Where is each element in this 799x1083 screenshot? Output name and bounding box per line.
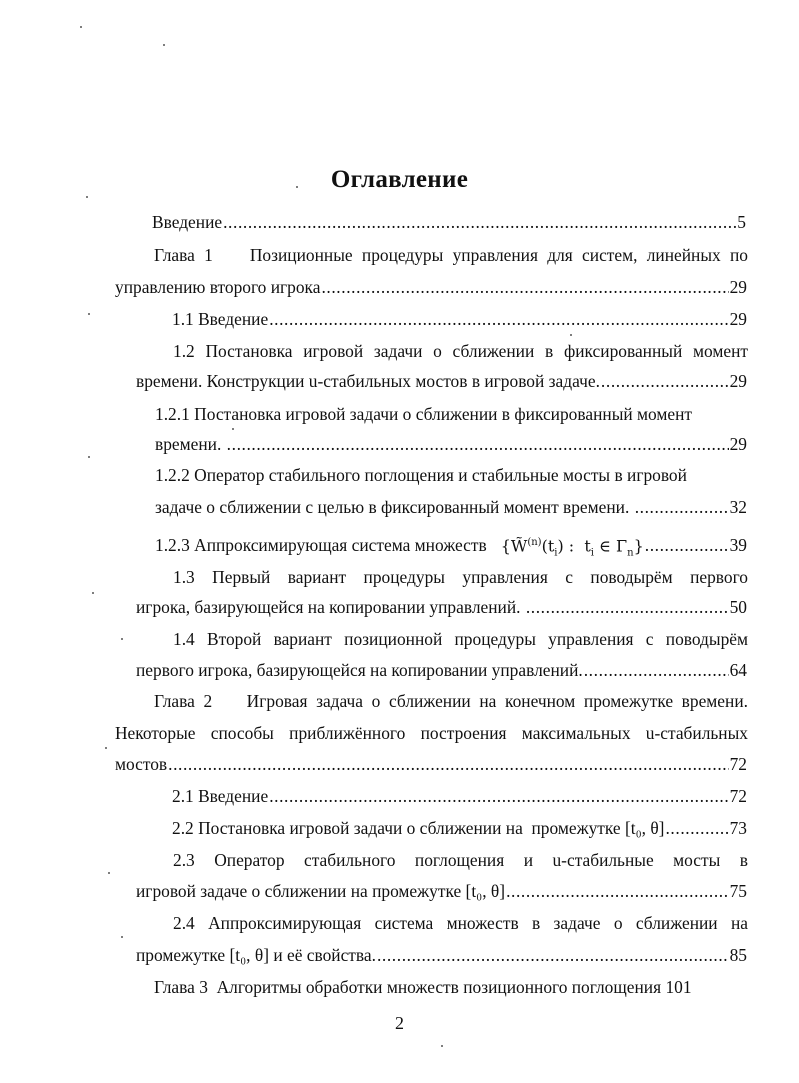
- toc-entry-1-2-1[interactable]: [155, 403, 741, 425]
- toc-entry-2-1[interactable]: [172, 785, 747, 807]
- toc-entry-text: 1.2 Постановка игровой задачи о сближении в фиксированный момент: [173, 341, 748, 361]
- toc-page-number: 73: [729, 818, 747, 838]
- toc-entry-introduction[interactable]: [152, 211, 746, 233]
- toc-entry-chapter-2-cont2[interactable]: [115, 753, 747, 775]
- toc-dot-leader: [321, 276, 728, 298]
- page-title: Оглавление: [330, 166, 469, 193]
- toc-dot-leader: [665, 817, 728, 839]
- toc-entry-text: 1.3 Первый вариант процедуры управления с поводырём первого: [173, 567, 748, 587]
- toc-page-number: 32: [729, 497, 747, 517]
- toc-page-number: 29: [729, 309, 747, 329]
- toc-dot-leader: [269, 785, 728, 807]
- toc-entry-text: 2.2 Постановка игровой задачи о сближении на промежутке [t₀, θ]: [172, 818, 665, 838]
- toc-entry-text: Некоторые способы приближённого построения максимальных u-стабильных: [115, 723, 748, 743]
- toc-dot-leader: [168, 753, 728, 775]
- toc-entry-chapter-2[interactable]: [154, 690, 748, 712]
- set-formula: {$W̃^{(n)}(t_i)$ : $t_i$ ∈ $\Gamma_n$}: [500, 536, 644, 559]
- scan-speck: [163, 44, 165, 46]
- scan-speck: [121, 936, 123, 938]
- toc-entry-1-4[interactable]: [173, 628, 748, 650]
- toc-page-number: 64: [729, 660, 747, 680]
- toc-page-number: 5: [737, 212, 746, 232]
- toc-entry-1-4-cont[interactable]: [136, 659, 747, 681]
- scan-speck: [92, 592, 94, 594]
- toc-page-number: 50: [729, 597, 747, 617]
- toc-entry-text: Глава 3 Алгоритмы обработки множеств позиционного поглощения: [154, 977, 666, 997]
- toc-entry-text: первого игрока, базирующейся на копировании управлений.: [136, 660, 583, 680]
- toc-entry-text: времени.: [155, 434, 226, 454]
- scan-speck: [80, 26, 82, 28]
- toc-entry-text: 1.2.2 Оператор стабильного поглощения и стабильные мосты в игровой: [155, 465, 687, 485]
- scan-speck: [88, 313, 90, 315]
- toc-entry-chapter-1[interactable]: [154, 244, 748, 266]
- toc-entry-2-3-cont[interactable]: [136, 880, 747, 902]
- toc-entry-chapter-1-cont[interactable]: [115, 276, 747, 298]
- toc-entry-1-2-3[interactable]: [155, 532, 747, 565]
- toc-entry-2-4[interactable]: [173, 912, 748, 934]
- toc-entry-text: мостов: [115, 754, 168, 774]
- toc-entry-1-2-2[interactable]: [155, 464, 737, 486]
- toc-dot-leader: [635, 496, 729, 518]
- toc-entry-text: 1.2.1 Постановка игровой задачи о сближении в фиксированный момент: [155, 404, 693, 424]
- toc-entry-text: Глава 2 Игровая задача о сближении на конечном промежутке времени.: [154, 691, 748, 711]
- toc-entry-text: времени. Конструкции u-стабильных мостов в игровой задаче.: [136, 371, 600, 391]
- toc-entry-2-2[interactable]: [172, 817, 747, 839]
- toc-entry-1-1[interactable]: [172, 308, 747, 330]
- page-number: 2: [395, 1013, 404, 1033]
- toc-dot-leader: [506, 880, 729, 902]
- scan-speck: [105, 747, 107, 749]
- toc-entry-text: Введение: [152, 212, 223, 232]
- toc-entry-1-3[interactable]: [173, 566, 748, 588]
- toc-entry-1-3-cont[interactable]: [136, 596, 747, 618]
- toc-page-number: 101: [665, 977, 692, 997]
- toc-page-number: 29: [729, 371, 747, 391]
- toc-dot-leader: [223, 211, 736, 233]
- toc-dot-leader: [601, 370, 729, 392]
- toc-page-number: 29: [729, 434, 747, 454]
- scan-speck: [441, 1045, 443, 1047]
- toc-dot-leader: [227, 433, 729, 455]
- toc-entry-text: 2.4 Аппроксимирующая система множеств в задаче о сближении на: [173, 913, 748, 933]
- toc-entry-text: Глава 1 Позиционные процедуры управления для систем, линейных по: [154, 245, 748, 265]
- toc-dot-leader: [526, 596, 729, 618]
- toc-entry-2-4-cont[interactable]: [136, 944, 747, 966]
- toc-page-number: 85: [729, 945, 747, 965]
- toc-entry-2-3[interactable]: [173, 849, 748, 871]
- toc-entry-text: 2.3 Оператор стабильного поглощения и u-стабильные мосты в: [173, 850, 748, 870]
- toc-entry-1-2[interactable]: [173, 340, 748, 362]
- toc-dot-leader: [584, 659, 729, 681]
- toc-page-number: 75: [729, 881, 747, 901]
- toc-page-number: 29: [729, 277, 747, 297]
- toc-entry-chapter-2-cont[interactable]: [115, 722, 748, 744]
- toc-entry-text: 1.1 Введение: [172, 309, 269, 329]
- scan-speck: [232, 428, 234, 430]
- toc-entry-1-2-cont[interactable]: [136, 370, 747, 392]
- toc-entry-chapter-3[interactable]: [154, 976, 747, 998]
- toc-dot-leader: [377, 944, 729, 966]
- scan-speck: [108, 872, 110, 874]
- toc-entry-1-2-2-cont[interactable]: [155, 496, 747, 518]
- toc-entry-text: игрока, базирующейся на копировании управлений.: [136, 597, 525, 617]
- toc-entry-text: управлению второго игрока: [115, 277, 321, 297]
- toc-entry-text: 2.1 Введение: [172, 786, 269, 806]
- scan-speck: [570, 334, 572, 336]
- toc-entry-text: задаче о сближении с целью в фиксированный момент времени.: [155, 497, 634, 517]
- toc-entry-text: 1.4 Второй вариант позиционной процедуры управления с поводырём: [173, 629, 748, 649]
- toc-entry-text: промежутке [t₀, θ] и её свойства.: [136, 945, 376, 965]
- scan-speck: [296, 186, 298, 188]
- scan-speck: [86, 196, 88, 198]
- toc-dot-leader: [645, 534, 729, 556]
- toc-page-number: 72: [729, 754, 747, 774]
- toc-entry-text: игровой задаче о сближении на промежутке [t₀, θ]: [136, 881, 506, 901]
- toc-entry-1-2-1-cont[interactable]: [155, 433, 747, 455]
- toc-page-number: 72: [729, 786, 747, 806]
- scan-speck: [121, 638, 123, 640]
- toc-page-number: 39: [729, 535, 747, 556]
- scan-speck: [88, 456, 90, 458]
- toc-entry-text: 1.2.3 Аппроксимирующая система множеств: [155, 535, 487, 556]
- toc-dot-leader: [269, 308, 728, 330]
